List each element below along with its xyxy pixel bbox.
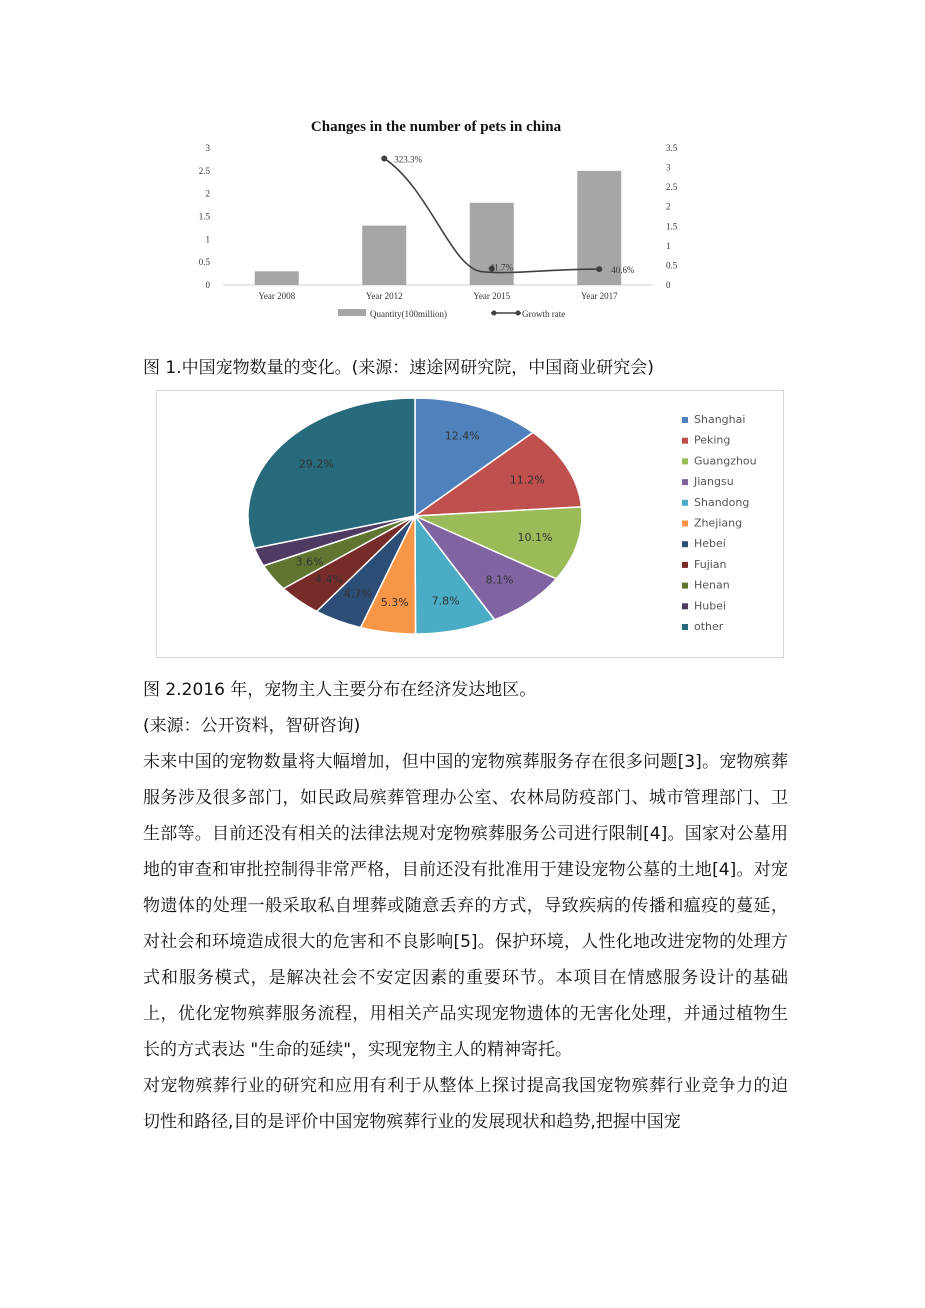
legend-label-fujian: Fujian bbox=[694, 557, 727, 571]
x-tick-label: Year 2017 bbox=[580, 291, 618, 301]
legend-label-guangzhou: Guangzhou bbox=[694, 454, 757, 468]
pie-slices bbox=[248, 398, 582, 634]
figure1-caption: 图 1.中国宠物数量的变化。(来源：速途网研究院，中国商业研究会) bbox=[143, 358, 654, 378]
legend-label-jiangsu: Jiangsu bbox=[694, 475, 734, 489]
figure2-caption: 图 2.2016 年，宠物主人主要分布在经济发达地区。 bbox=[143, 680, 537, 700]
left-axis-tick: 2.5 bbox=[198, 165, 210, 176]
pie-data-label: 12.4% bbox=[444, 429, 480, 443]
legend-label-henan: Henan bbox=[694, 578, 730, 592]
x-tick-label: Year 2008 bbox=[258, 291, 296, 301]
growth-point bbox=[381, 155, 387, 161]
right-axis-tick: 1 bbox=[666, 240, 671, 251]
legend-label-growth: Growth rate bbox=[522, 309, 566, 319]
growth-data-label: 40.6% bbox=[611, 265, 635, 276]
legend-label-other: other bbox=[694, 620, 724, 633]
legend-label-peking: Peking bbox=[694, 433, 731, 447]
right-axis-tick: 0 bbox=[666, 280, 671, 290]
right-axis-tick: 3 bbox=[666, 162, 671, 173]
chart-title: Changes in the number of pets in china bbox=[310, 119, 562, 135]
legend-swatch-guangzhou bbox=[682, 458, 688, 464]
x-tick-label: Year 2012 bbox=[365, 291, 403, 301]
legend-swatch-fujian bbox=[682, 562, 688, 568]
legend-marker-growth bbox=[492, 311, 497, 316]
legend-swatch-zhejiang bbox=[682, 521, 688, 527]
right-axis-tick: 2.5 bbox=[666, 182, 678, 193]
pie-data-label: 5.3% bbox=[380, 596, 409, 610]
legend-label-quantity: Quantity(100million) bbox=[370, 309, 447, 319]
pie-legend bbox=[682, 413, 757, 633]
paragraph-2: 对宠物殡葬行业的研究和应用有利于从整体上探讨提高我国宠物殡葬行业竞争力的迫切性和路径,目的是评价中国宠物殡葬行业的发展现状和趋势,把握中国宠 bbox=[143, 1076, 788, 1132]
legend-swatch-shanghai bbox=[682, 417, 688, 423]
right-axis-tick: 3.5 bbox=[666, 143, 678, 153]
legend-label-hebei: Hebei bbox=[694, 537, 726, 551]
pets-quantity-chart bbox=[188, 110, 688, 325]
legend-swatch-hebei bbox=[682, 541, 688, 547]
pie-data-label: 8.1% bbox=[485, 573, 514, 587]
pie-data-label: 29.2% bbox=[298, 457, 334, 471]
left-axis-tick: 2 bbox=[205, 188, 210, 199]
pet-owner-distribution-chart bbox=[156, 390, 784, 658]
legend-swatch-peking bbox=[682, 438, 688, 444]
quantity-bar bbox=[362, 226, 406, 285]
pie-data-label: 10.1% bbox=[517, 530, 553, 544]
body-text bbox=[143, 744, 788, 1140]
right-axis-tick: 0.5 bbox=[666, 260, 678, 271]
legend-swatch-henan bbox=[682, 583, 688, 589]
legend-marker-growth-end bbox=[516, 311, 521, 316]
growth-data-label: 41.7% bbox=[489, 262, 513, 273]
x-axis-ticks bbox=[258, 291, 618, 301]
legend-swatch-quantity bbox=[338, 309, 366, 316]
growth-data-label: 323.3% bbox=[394, 154, 422, 165]
paragraph-1: 未来中国的宠物数量将大幅增加，但中国的宠物殡葬服务存在很多问题[3]。宠物殡葬服务涉及很多部门，如民政局殡葬管理办公室、农林局防疫部门、城市管理部门、卫生部等。目前还没有相关的法律法规对宠物殡葬服务公司进行限制[4]。国家对公墓用地的审查和审批控制得非常严格，目前还没有批准用于建设宠物公墓的土地[4]。对宠物遗体的处理一般采取私自埋葬或随意丢弃的方式，导致疾病的传播和瘟疫的蔓延，对社会和环境造成很大的危害和不良影响[5]。保护环境，人性化地改进宠物的处理方式和服务模式，是解决社会不安定因素的重要环节。本项目在情感服务设计的基础上，优化宠物殡葬服务流程，用相关产品实现宠物遗体的无害化处理，并通过植物生长的方式表达 "生命的延续"，实现宠物主人的精神寄托。 bbox=[143, 752, 788, 1060]
chart-legend bbox=[338, 309, 565, 319]
legend-label-zhejiang: Zhejiang bbox=[694, 516, 743, 530]
figure2-source: (来源：公开资料，智研咨询) bbox=[143, 716, 361, 736]
pie-data-label: 4.7% bbox=[343, 587, 372, 601]
left-axis-tick: 0 bbox=[205, 280, 210, 290]
pie-data-label: 4.4% bbox=[315, 572, 344, 586]
left-axis-tick: 3 bbox=[205, 143, 210, 153]
pie-data-label: 11.2% bbox=[509, 473, 545, 487]
quantity-bar bbox=[255, 271, 299, 285]
legend-swatch-jiangsu bbox=[682, 479, 688, 485]
legend-label-shandong: Shandong bbox=[694, 495, 750, 509]
right-axis-tick: 2 bbox=[666, 201, 671, 212]
legend-swatch-other bbox=[682, 624, 688, 630]
legend-swatch-shandong bbox=[682, 500, 688, 506]
left-axis-tick: 0.5 bbox=[198, 257, 210, 268]
right-axis-tick: 1.5 bbox=[666, 221, 678, 232]
growth-point bbox=[596, 266, 602, 272]
left-axis-tick: 1 bbox=[205, 234, 210, 245]
x-tick-label: Year 2015 bbox=[473, 291, 511, 301]
legend-label-shanghai: Shanghai bbox=[694, 413, 746, 426]
legend-label-hubei: Hubei bbox=[694, 599, 727, 613]
pie-data-label: 7.8% bbox=[431, 594, 460, 608]
left-axis-tick: 1.5 bbox=[198, 211, 210, 222]
bar-series bbox=[255, 171, 622, 285]
legend-swatch-hubei bbox=[682, 603, 688, 609]
pie-data-label: 3.6% bbox=[295, 555, 324, 569]
